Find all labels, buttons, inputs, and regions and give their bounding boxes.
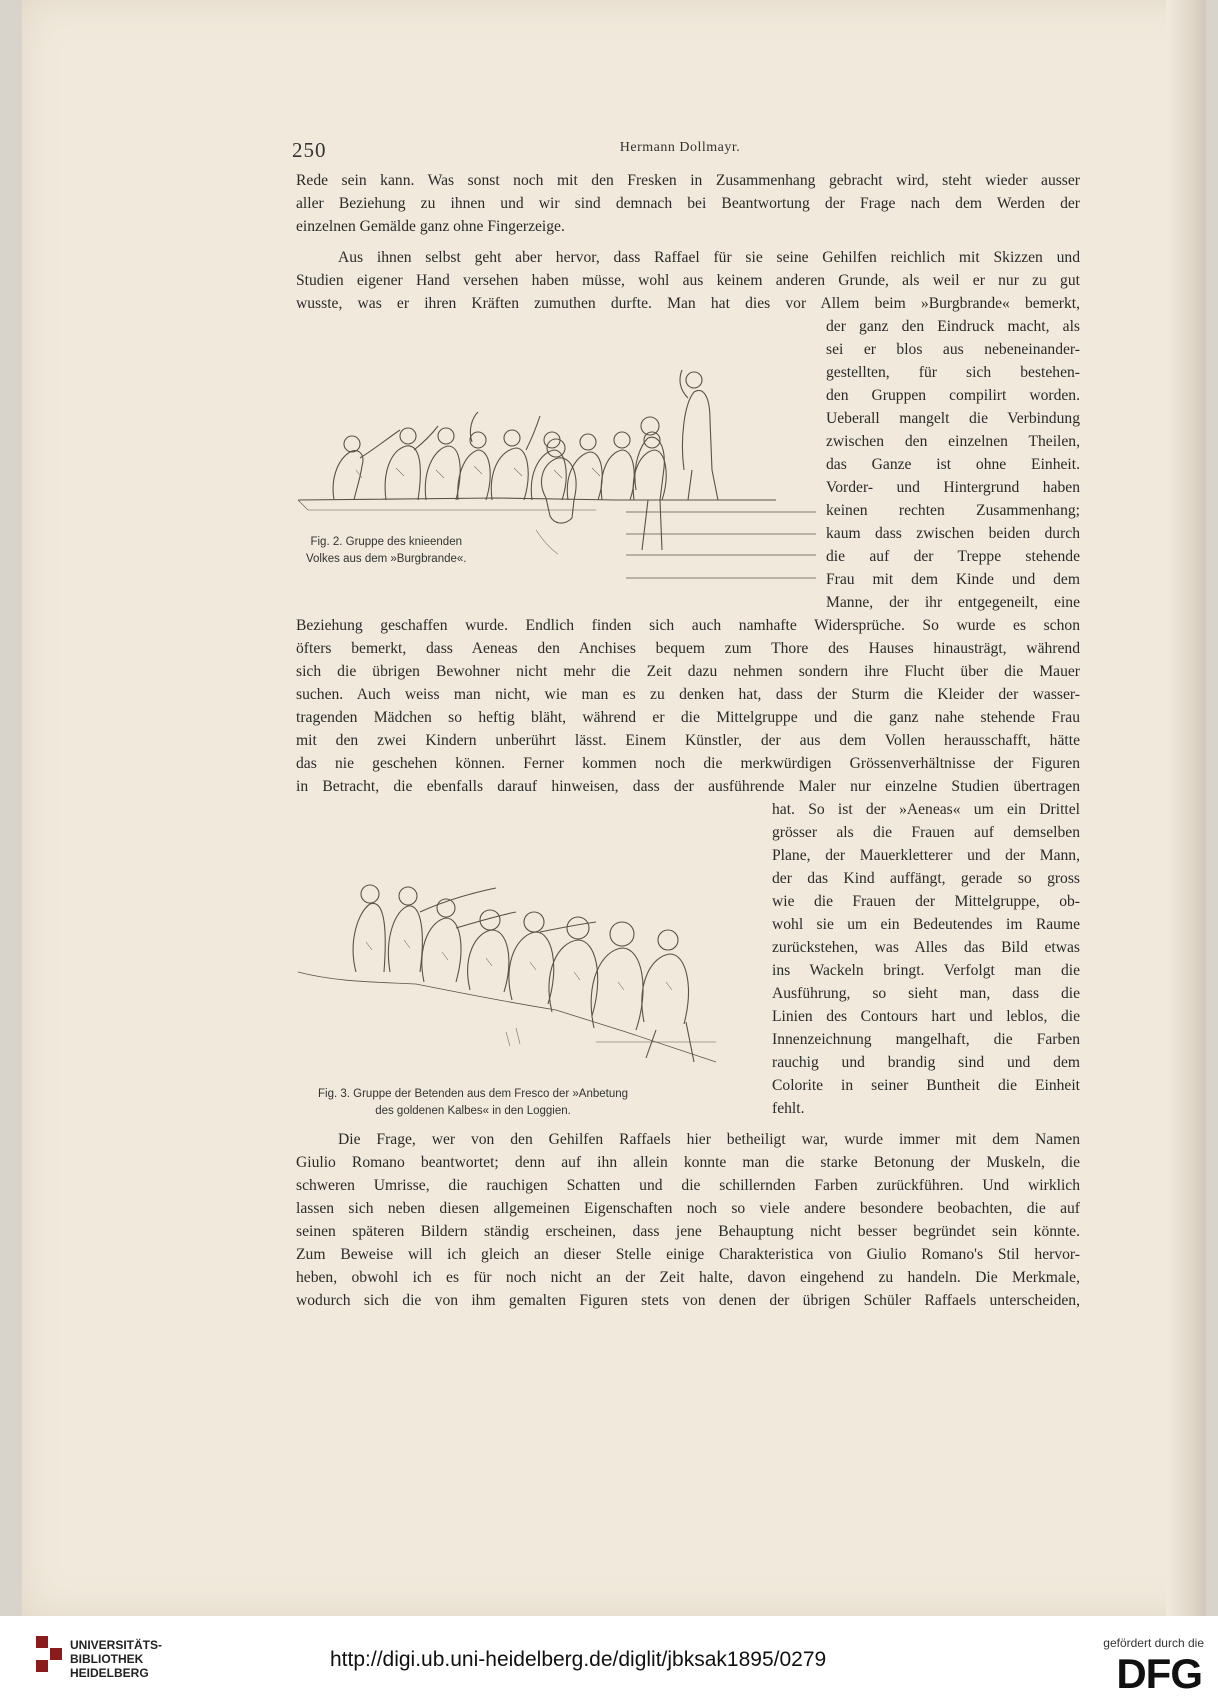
text-line: Frau mit dem Kinde und dem [826, 571, 1080, 588]
text-line: wusste, was er ihren Kräften zumuthen durfte. Man hat dies vor Allem beim »Burgbrande« bemerkt, [296, 295, 1080, 312]
text-line: das Ganze ist ohne Einheit. [826, 456, 1080, 473]
text-line: keinen rechten Zusammenhang; [826, 502, 1080, 519]
text-line: fehlt. [772, 1100, 805, 1117]
caption-line: des goldenen Kalbes« in den Loggien. [375, 1105, 571, 1117]
text-line: rauchig und brandig sind und dem [772, 1054, 1080, 1071]
text-line: Plane, der Mauerkletterer und der Mann, [772, 847, 1080, 864]
source-url-link[interactable]: http://digi.ub.uni-heidelberg.de/diglit/jbksak1895/0279 [330, 1648, 827, 1671]
text-line: Ueberall mangelt die Verbindung [826, 410, 1080, 427]
funded-by-label: gefördert durch die [1103, 1636, 1204, 1650]
text-line: schweren Umrisse, die rauchigen Schatten und die schillernden Farben zurückführen. Und wirklich [296, 1177, 1080, 1194]
text-line: Manne, der ihr entgegeneilt, eine [826, 594, 1080, 611]
text-line: Zum Beweise will ich gleich an dieser Stelle einige Charakteristica von Giulio Romano's Stil hervor- [296, 1246, 1080, 1263]
text-line: Rede sein kann. Was sonst noch mit den Fresken in Zusammenhang gebracht wird, steht wieder ausser [296, 172, 1080, 189]
text-line: tragenden Mädchen so heftig bläht, während er die Mittelgruppe und die ganz nahe stehende Frau [296, 709, 1080, 726]
text-line: mit den zwei Kindern unberührt lässt. Einem Künstler, der aus dem Vollen herausschafft, hätte [296, 732, 1080, 749]
text-line: wodurch sich die von ihm gemalten Figuren stets von denen der übrigen Schüler Raffaels unterscheiden, [296, 1292, 1080, 1309]
text-line: Beziehung geschaffen wurde. Endlich finden sich auch namhafte Widersprüche. So wurde es schon [296, 617, 1080, 634]
figure-3-anbetung-sketch [296, 832, 752, 1082]
text-line: gestellten, für sich bestehen- [826, 364, 1080, 381]
page-edge [1166, 0, 1206, 1616]
text-line: Innenzeichnung mangelhaft, die Farben [772, 1031, 1080, 1048]
digitization-footer [0, 1616, 1218, 1708]
text-line: zwischen den einzelnen Theilen, [826, 433, 1080, 450]
caption-line: Fig. 3. Gruppe der Betenden aus dem Fresco der »Anbetung [318, 1088, 629, 1100]
text-line: kaum dass zwischen beiden durch [826, 525, 1080, 542]
page-number: 250 [292, 138, 327, 162]
text-line: Vorder- und Hintergrund haben [826, 479, 1080, 496]
text-line: seinen späteren Bildern ständig erscheinen, dass jene Behauptung nicht besser begründet sein könnte. [296, 1223, 1080, 1240]
library-name-line: HEIDELBERG [70, 1666, 149, 1680]
text-line: sich die übrigen Bewohner nicht mehr die Zeit dazu nehmen sondern ihre Flucht über die Mauer [296, 663, 1080, 680]
library-name [70, 1638, 162, 1680]
text-line: heben, obwohl ich es für noch nicht an der Zeit halte, davon eingehend zu handeln. Die Merkmale, [296, 1269, 1080, 1286]
text-line: wohl sie um ein Bedeutendes im Raume [772, 916, 1080, 933]
text-line: lassen sich neben diesen allgemeinen Eigenschaften noch so viele andere besondere beobachten, die auf [296, 1200, 1080, 1217]
text-line: der das Kind auffängt, gerade so gross [772, 870, 1080, 887]
figure-3-caption [318, 1086, 628, 1120]
text-line: einzelnen Gemälde ganz ohne Fingerzeige. [296, 218, 565, 235]
dfg-logo: DFG [1116, 1650, 1202, 1697]
text-line: Giulio Romano beantwortet; denn auf ihn allein konnte man die starke Betonung der Muskeln, die [296, 1154, 1080, 1171]
library-name-line: UNIVERSITÄTS- [70, 1638, 163, 1652]
text-line: Ausführung, so sieht man, dass die [772, 985, 1080, 1002]
text-line: grösser als die Frauen auf demselben [772, 824, 1080, 841]
text-line: Aus ihnen selbst geht aber hervor, dass Raffael für sie seine Gehilfen reichlich mit Skizzen und [338, 249, 1080, 266]
caption-line: Fig. 2. Gruppe des knieenden [310, 536, 462, 548]
text-line: wie die Frauen der Mittelgruppe, ob- [772, 893, 1080, 910]
running-head: Hermann Dollmayr. [619, 140, 741, 155]
text-line: aller Beziehung zu ihnen und wir sind demnach bei Beantwortung der Frage nach dem Werden der [296, 195, 1080, 212]
text-line: öfters bemerkt, dass Aeneas den Anchises bequem zum Thore des Hauses hinausträgt, während [296, 640, 1080, 657]
figure-2-caption [306, 534, 466, 568]
university-library-logo-icon [34, 1634, 64, 1679]
text-line: der ganz den Eindruck macht, als [826, 318, 1080, 335]
caption-line: Volkes aus dem »Burgbrande«. [306, 553, 467, 565]
text-line: Colorite in seiner Buntheit die Einheit [772, 1077, 1080, 1094]
text-line: Die Frage, wer von den Gehilfen Raffaels hier betheiligt war, wurde immer mit dem Namen [338, 1131, 1080, 1148]
library-name-line: BIBLIOTHEK [70, 1652, 144, 1666]
text-line: den Gruppen compilirt worden. [826, 387, 1080, 404]
text-line: sei er blos aus nebeneinander- [826, 341, 1080, 358]
text-line: Linien des Contours hart und leblos, die [772, 1008, 1080, 1025]
text-line: ins Wackeln bringt. Verfolgt man die [772, 962, 1080, 979]
text-line: die auf der Treppe stehende [826, 548, 1080, 565]
text-line: suchen. Auch weiss man nicht, wie man es zu denken hat, dass der Sturm die Kleider der wasser- [296, 686, 1080, 703]
text-line: hat. So ist der »Aeneas« um ein Drittel [772, 801, 1080, 818]
text-line: Studien eigener Hand versehen haben müsse, wohl aus keinem anderen Grunde, als weil er nur zu gut [296, 272, 1080, 289]
text-line: zurückstehen, was Alles das Bild etwas [772, 939, 1080, 956]
text-line: in Betracht, die ebenfalls darauf hinweisen, dass der ausführende Maler nur einzelne Studien übertragen [296, 778, 1080, 795]
text-line: das nie geschehen können. Ferner kommen noch die merkwürdigen Grössenverhältnisse der Figuren [296, 755, 1080, 772]
